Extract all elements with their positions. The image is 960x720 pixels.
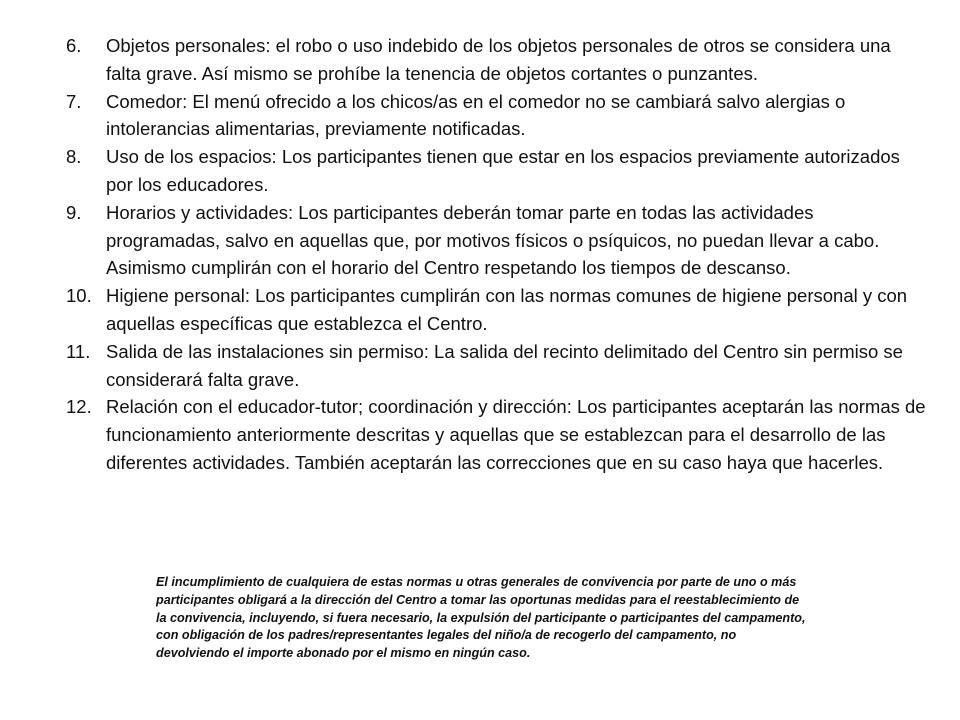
disciplinary-notice: El incumplimiento de cualquiera de estas normas u otras generales de convivencia por parte de uno o más participantes obligará a la dirección del Centro a tomar las oportunas medidas para el reestablecimiento de la convivencia, incluyendo, si fuera necesario, la expulsión del participante o participantes del campamento, con obligación de los padres/representantes legales del niño/a de recogerlo del campamento, no devolviendo el importe abonado por el mismo en ningún caso. <box>156 575 806 661</box>
rule-item-9 <box>66 199 926 282</box>
rule-number: 7. <box>66 90 82 112</box>
rule-number: 12. <box>66 396 92 418</box>
rule-number: 11. <box>66 340 91 362</box>
rule-text: Objetos personales: el robo o uso indebido de los objetos personales de otros se considera una falta grave. Así mismo se prohíbe la tenencia de objetos cortantes o punzantes. <box>106 35 891 84</box>
rule-item-10 <box>66 282 926 338</box>
rule-number: 8. <box>66 146 82 168</box>
rule-text: Salida de las instalaciones sin permiso: La salida del recinto delimitado del Centro sin permiso se considerará falta grave. <box>106 340 903 390</box>
rule-text: Horarios y actividades: Los participantes deberán tomar parte en todas las actividades programadas, salvo en aquellas que, por motivos físicos o psíquicos, no puedan llevar a cabo. Asimismo cumplirán con el horario del Centro respetando los tiempos de descanso. <box>106 201 880 279</box>
rule-number: 10. <box>66 285 92 307</box>
rule-text: Relación con el educador-tutor; coordinación y dirección: Los participantes aceptarán las normas de funcionamiento anteriormente descritas y aquellas que se establezcan para el desarrollo de las diferentes actividades. También aceptarán las correcciones que en su caso haya que hacerles. <box>106 396 926 473</box>
rule-item-12 <box>66 393 926 476</box>
rules-list <box>66 32 926 477</box>
rule-text: Higiene personal: Los participantes cumplirán con las normas comunes de higiene personal y con aquellas específicas que establezca el Centro. <box>106 285 908 334</box>
rule-item-8 <box>66 143 926 199</box>
rule-item-6 <box>66 32 926 88</box>
rule-item-11 <box>66 338 926 394</box>
rule-number: 6. <box>66 35 82 56</box>
rule-text: Uso de los espacios: Los participantes tienen que estar en los espacios previamente autorizados por los educadores. <box>106 146 900 195</box>
rule-number: 9. <box>66 201 82 223</box>
rule-text: Comedor: El menú ofrecido a los chicos/as en el comedor no se cambiará salvo alergias o intolerancias alimentarias, previamente notificadas. <box>106 90 846 140</box>
rule-item-7 <box>66 88 926 144</box>
